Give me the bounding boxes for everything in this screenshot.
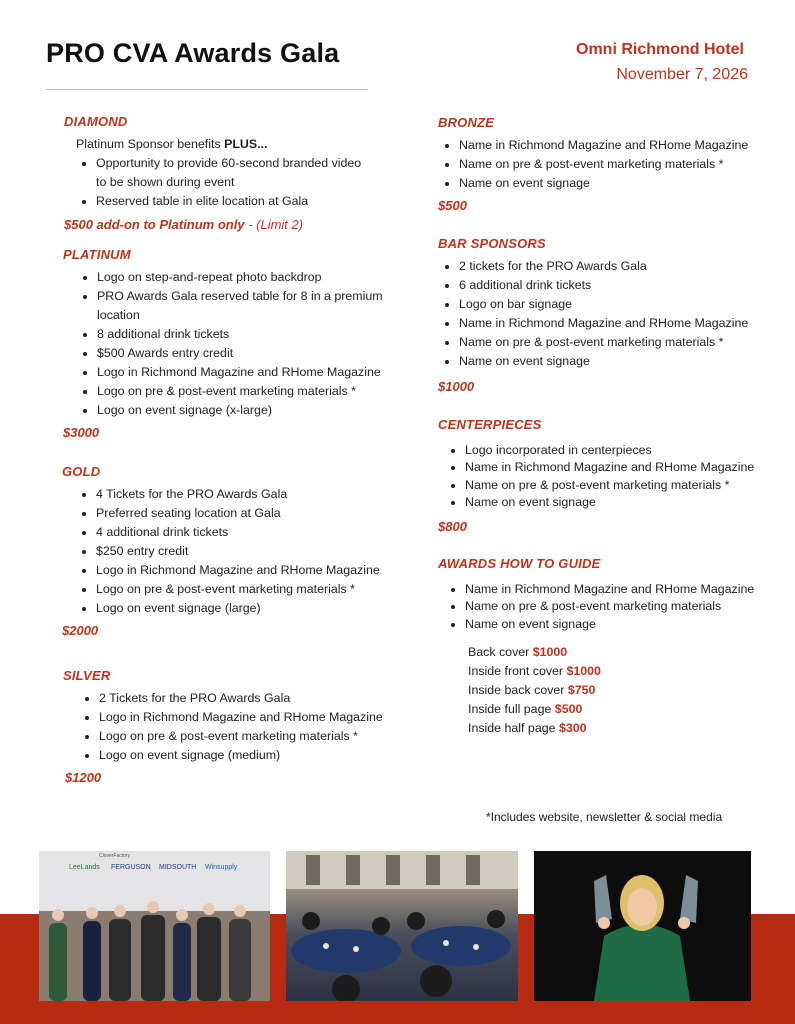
platinum-price: $3000 <box>63 425 100 440</box>
list-item: • Logo in Richmond Magazine and RHome Magazine <box>99 708 393 727</box>
guide-price-list <box>468 643 768 738</box>
list-item: • Name in Richmond Magazine and RHome Magazine <box>465 581 768 599</box>
list-item: • Name in Richmond Magazine and RHome Magazine <box>459 136 768 155</box>
bar-sponsors-benefits <box>438 257 768 371</box>
list-item: • Logo on step-and-repeat photo backdrop <box>97 268 393 287</box>
gala-ballroom-photo <box>286 851 518 1001</box>
list-item: • 4 Tickets for the PRO Awards Gala <box>96 485 392 504</box>
list-item: • 2 Tickets for the PRO Awards Gala <box>99 689 393 708</box>
list-item: • Logo in Richmond Magazine and RHome Magazine <box>96 561 392 580</box>
list-item: • 2 tickets for the PRO Awards Gala <box>459 257 768 276</box>
list-item: • Name on pre & post-event marketing materials * <box>465 477 768 495</box>
svg-text:Winsupply: Winsupply <box>205 864 238 871</box>
list-item: • Name on event signage <box>459 352 768 371</box>
bar-sponsors-price: $1000 <box>438 379 475 394</box>
list-item: • Name in Richmond Magazine and RHome Magazine <box>465 459 768 477</box>
list-item: • Logo on pre & post-event marketing materials * <box>96 580 392 599</box>
diamond-heading: DIAMOND <box>64 114 128 129</box>
event-date: November 7, 2026 <box>616 66 748 83</box>
centerpieces-benefits <box>438 442 768 512</box>
list-item: • Reserved table in elite location at Gala <box>96 192 364 211</box>
page-title: PRO CVA Awards Gala <box>46 38 340 68</box>
list-item: • Logo on event signage (large) <box>96 599 392 618</box>
list-item: • Name on pre & post-event marketing materials <box>465 598 768 616</box>
list-item: • Logo on pre & post-event marketing materials * <box>97 382 393 401</box>
centerpieces-heading: CENTERPIECES <box>438 417 542 432</box>
gold-price: $2000 <box>62 623 99 638</box>
list-item: • Opportunity to provide 60-second branded video to be shown during event <box>96 154 364 192</box>
list-item: • Preferred seating location at Gala <box>96 504 392 523</box>
guide-price-row: Back cover $1000 <box>468 645 568 659</box>
bronze-section <box>438 113 768 215</box>
list-item: • 8 additional drink tickets <box>97 325 393 344</box>
guide-price-row: Inside front cover $1000 <box>468 664 601 678</box>
guide-price-row: Inside full page $500 <box>468 702 583 716</box>
gold-heading: GOLD <box>62 464 101 479</box>
diamond-intro: Platinum Sponsor benefits PLUS... <box>76 137 268 151</box>
platinum-benefits <box>63 268 393 420</box>
silver-section <box>63 666 393 787</box>
list-item: • PRO Awards Gala reserved table for 8 in a premium location <box>97 287 393 325</box>
list-item: • Name on pre & post-event marketing materials * <box>459 333 768 352</box>
guide-section <box>438 555 768 738</box>
gold-benefits <box>62 485 392 618</box>
list-item: • Name on pre & post-event marketing materials * <box>459 155 768 174</box>
gold-section <box>62 462 392 640</box>
diamond-section <box>64 112 364 234</box>
svg-text:CloverFactory: CloverFactory <box>99 853 131 859</box>
svg-text:MIDSOUTH: MIDSOUTH <box>159 864 197 871</box>
venue-name: Omni Richmond Hotel <box>576 41 744 58</box>
svg-text:LeeLands: LeeLands <box>69 864 100 871</box>
bar-sponsors-section <box>438 234 768 396</box>
award-winners-photo <box>39 851 270 1001</box>
silver-price: $1200 <box>65 770 102 785</box>
bar-sponsors-heading: BAR SPONSORS <box>438 236 546 251</box>
list-item: • Name on event signage <box>459 174 768 193</box>
list-item: • Name on event signage <box>465 494 768 512</box>
guide-benefits <box>438 581 768 634</box>
svg-text:FERGUSON: FERGUSON <box>111 864 151 871</box>
platinum-heading: PLATINUM <box>63 247 131 262</box>
list-item: • Logo in Richmond Magazine and RHome Magazine <box>97 363 393 382</box>
list-item: • $500 Awards entry credit <box>97 344 393 363</box>
centerpieces-section <box>438 416 768 535</box>
list-item: • Logo on event signage (x-large) <box>97 401 393 420</box>
silver-heading: SILVER <box>63 668 111 683</box>
list-item: • Logo on bar signage <box>459 295 768 314</box>
title-divider <box>46 89 368 90</box>
diamond-benefits <box>64 154 364 211</box>
list-item: • Logo on pre & post-event marketing materials * <box>99 727 393 746</box>
guide-price-row: Inside back cover $750 <box>468 683 596 697</box>
bronze-heading: BRONZE <box>438 115 495 130</box>
diamond-price: $500 add-on to Platinum only - (Limit 2) <box>64 217 304 232</box>
guide-price-row: Inside half page $300 <box>468 721 587 735</box>
list-item: • Name in Richmond Magazine and RHome Magazine <box>459 314 768 333</box>
guide-heading: AWARDS HOW TO GUIDE <box>438 556 601 571</box>
bronze-benefits <box>438 136 768 193</box>
list-item: • $250 entry credit <box>96 542 392 561</box>
list-item: • Name on event signage <box>465 616 768 634</box>
platinum-section <box>63 245 393 442</box>
centerpieces-price: $800 <box>438 518 467 534</box>
list-item: • 6 additional drink tickets <box>459 276 768 295</box>
list-item: • Logo on event signage (medium) <box>99 746 393 765</box>
footnote: *Includes website, newsletter & social media <box>486 810 723 824</box>
list-item: • Logo incorporated in centerpieces <box>465 442 768 460</box>
list-item: • 4 additional drink tickets <box>96 523 392 542</box>
award-recipient-photo <box>534 851 751 1001</box>
bronze-price: $500 <box>438 198 467 213</box>
silver-benefits <box>63 689 393 765</box>
